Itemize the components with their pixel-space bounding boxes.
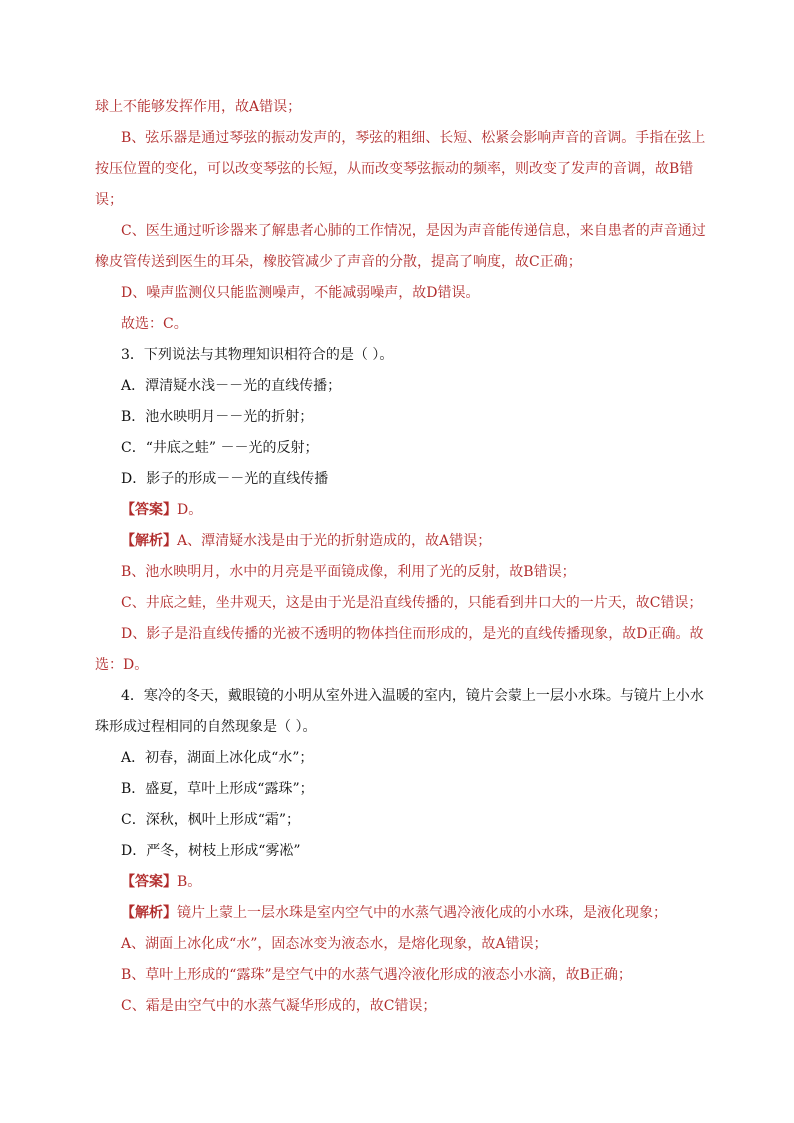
- q4-option-d: D．严冬，树枝上形成“雾凇”: [121, 843, 301, 859]
- q4-analysis-a: A、湖面上冰化成“水”，固态冰变为液态水，是熔化现象，故A错误；: [121, 936, 548, 952]
- q3-option-d: D．影子的形成－－光的直线传播: [121, 471, 329, 487]
- q3-analysis-d1: D、影子是沿直线传播的光被不透明的物体挡住而形成的，是光的直线传播现象，故D正确。故: [121, 626, 704, 642]
- q2-analysis-c-line2: 橡皮管传送到医生的耳朵，橡胶管减少了声音的分散，提高了响度，故C正确；: [95, 254, 582, 270]
- q4-option-b: B．盛夏，草叶上形成“露珠”；: [121, 781, 314, 797]
- q2-analysis-b-line1: B、弦乐器是通过琴弦的振动发声的，琴弦的粗细、长短、松紧会影响声音的音调。手指在弦上: [121, 130, 706, 146]
- q2-analysis-d-line: D、噪声监测仪只能监测噪声，不能减弱噪声，故D错误。: [121, 285, 480, 301]
- q3-analysis-a-text: A、潭清疑水浅是由于光的折射造成的，故A错误；: [177, 533, 492, 549]
- q3-analysis-d2: 选：D。: [95, 657, 149, 673]
- q4-analysis-intro: [95, 898, 715, 929]
- q4-analysis-c: C、霜是由空气中的水蒸气凝华形成的，故C错误；: [121, 998, 437, 1014]
- q2-analysis-b-line2: 按压位置的变化，可以改变琴弦的长短，从而改变琴弦振动的频率，则改变了发声的音调，故B错: [95, 161, 694, 177]
- q4-answer: [95, 867, 715, 898]
- q3-analysis-a: [95, 526, 715, 557]
- q3-option-a: A．潭清疑水浅－－光的直线传播；: [121, 378, 342, 394]
- q4-analysis-intro-text: 镜片上蒙上一层水珠是室内空气中的水蒸气遇冷液化成的小水珠，是液化现象；: [177, 905, 667, 921]
- q2-analysis-a-end: 球上不能够发挥作用，故A错误；: [95, 99, 302, 115]
- q4-stem-line1: 4．寒冷的冬天，戴眼镜的小明从室外进入温暖的室内，镜片会蒙上一层小水珠。与镜片上小水: [121, 688, 704, 704]
- q4-answer-value: B。: [177, 874, 202, 890]
- q3-option-c: C．“井底之蛙” －－光的反射；: [121, 440, 319, 456]
- q4-analysis-b: B、草叶上形成的“露珠”是空气中的水蒸气遇冷液化形成的液态小水滴，故B正确；: [121, 967, 632, 983]
- q3-analysis-c: C、井底之蛙，坐井观天，这是由于光是沿直线传播的，只能看到井口大的一片天，故C错误；: [121, 595, 703, 611]
- q4-stem-line2: 珠形成过程相同的自然现象是（ ）。: [95, 719, 317, 735]
- document-page: [95, 92, 715, 1022]
- q2-analysis-b-line3: 误；: [95, 192, 123, 208]
- q2-analysis-c-line1: C、医生通过听诊器来了解患者心肺的工作情况，是因为声音能传递信息，来自患者的声音通过: [121, 223, 706, 239]
- q3-analysis-b: B、池水映明月，水中的月亮是平面镜成像，利用了光的反射，故B错误；: [121, 564, 576, 580]
- q4-option-c: C．深秋，枫叶上形成“霜”；: [121, 812, 301, 828]
- q3-stem: 3．下列说法与其物理知识相符合的是（ ）。: [121, 347, 394, 363]
- q3-answer: [95, 495, 715, 526]
- q4-option-a: A．初春，湖面上冰化成“水”；: [121, 750, 314, 766]
- q3-answer-tag: 【答案】: [121, 502, 177, 518]
- q3-option-b: B．池水映明月－－光的折射；: [121, 409, 314, 425]
- q4-analysis-tag: 【解析】: [121, 905, 177, 921]
- q4-answer-tag: 【答案】: [121, 874, 177, 890]
- q3-answer-value: D。: [177, 502, 203, 518]
- q2-choose: 故选：C。: [121, 316, 188, 332]
- q3-analysis-tag: 【解析】: [121, 533, 177, 549]
